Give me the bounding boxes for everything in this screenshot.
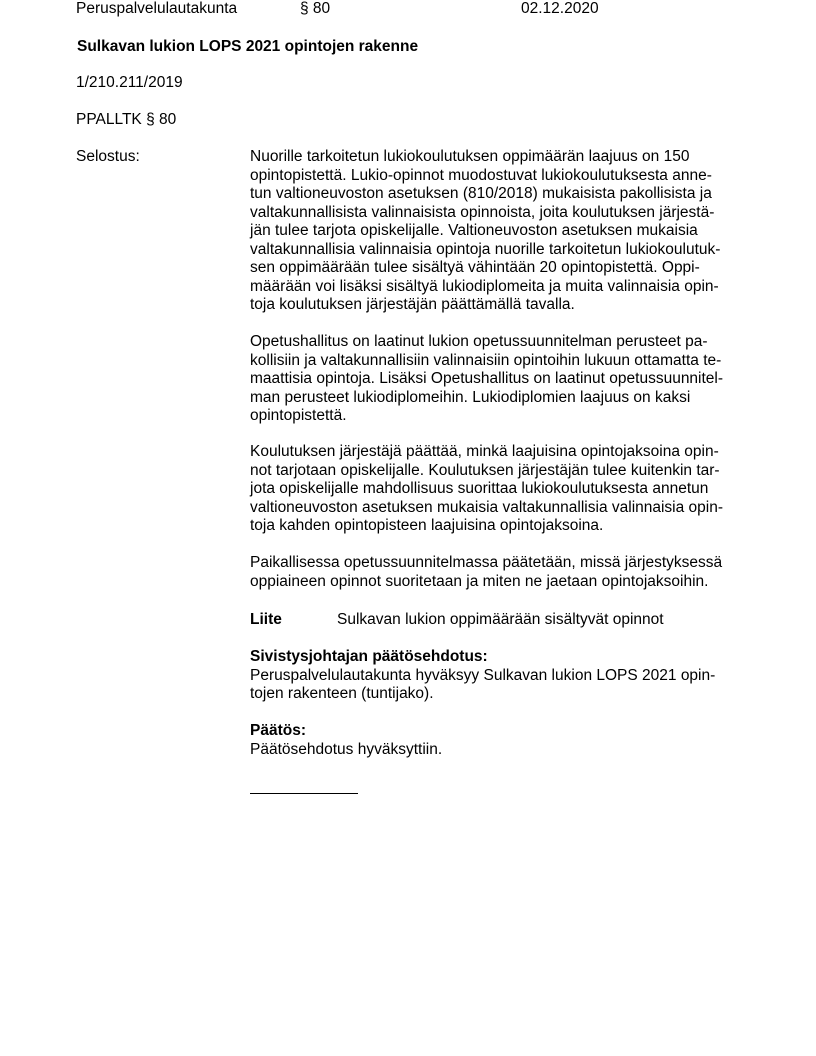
section-number: § 80 bbox=[300, 0, 331, 17]
paragraph-line: Koulutuksen järjestäjä päättää, minkä laajuisina opintojaksoina opin- bbox=[250, 443, 719, 460]
paragraph-line: valtioneuvoston asetuksen mukaisia valtakunnallisia valinnaisia opin- bbox=[250, 498, 724, 516]
paragraph-line: kollisiin ja valtakunnallisiin valinnaisiin opintoihin lukuun ottamatta te- bbox=[250, 351, 722, 369]
document-title: Sulkavan lukion LOPS 2021 opintojen rakenne bbox=[77, 38, 419, 55]
decision-heading: Päätös: bbox=[250, 722, 306, 739]
reference: PPALLTK § 80 bbox=[76, 111, 177, 128]
paragraph-line: tun valtioneuvoston asetuksen (810/2018) mukaisista pakollisista ja bbox=[250, 185, 712, 202]
paragraph-line: toja koulutuksen järjestäjän päättämällä tavalla. bbox=[250, 296, 575, 313]
attachment-text: Sulkavan lukion oppimäärään sisältyvät opinnot bbox=[337, 611, 664, 628]
paragraph-line: not tarjotaan opiskelijalle. Koulutuksen järjestäjän tulee kuitenkin tar- bbox=[250, 461, 720, 479]
paragraph-2 bbox=[250, 333, 750, 426]
paragraph-line: maattisia opintoja. Lisäksi Opetushallitus on laatinut opetussuunnitel- bbox=[250, 370, 724, 387]
decision-text: Päätösehdotus hyväksyttiin. bbox=[250, 740, 443, 758]
paragraph-line: määrään voi lisäksi sisältyä lukiodiplomeita ja muita valinnaisia opin- bbox=[250, 277, 719, 295]
proposal-heading: Sivistysjohtajan päätösehdotus: bbox=[250, 648, 488, 665]
paragraph-line: Paikallisessa opetussuunnitelmassa päätetään, missä järjestyksessä bbox=[250, 554, 723, 571]
paragraph-line: valtakunnallisista valinnaisista opinnoista, joita koulutuksen järjestä- bbox=[250, 203, 715, 221]
diary-number: 1/210.211/2019 bbox=[76, 74, 183, 91]
paragraph-line: valtakunnallisia valinnaisia opintoja nuorille tarkoitetun lukiokoulutuk- bbox=[250, 240, 721, 258]
meeting-date: 02.12.2020 bbox=[521, 0, 599, 17]
proposal-line: tojen rakenteen (tuntijako). bbox=[250, 685, 434, 702]
proposal-line: Peruspalvelulautakunta hyväksyy Sulkavan lukion LOPS 2021 opin- bbox=[250, 666, 716, 684]
paragraph-line: sen oppimäärään tulee sisältyä vähintään 20 opintopistettä. Oppi- bbox=[250, 259, 700, 276]
proposal-section bbox=[250, 648, 750, 704]
paragraph-line: oppiaineen opinnot suoritetaan ja miten ne jaetaan opintojaksoihin. bbox=[250, 572, 709, 590]
selostus-label: Selostus: bbox=[76, 148, 140, 165]
attachment-label: Liite bbox=[250, 611, 282, 628]
paragraph-line: jän tulee tarjota opiskelijalle. Valtioneuvoston asetuksen mukaisia bbox=[250, 222, 698, 239]
paragraph-line: opintopistettä. Lukio-opinnot muodostuvat lukiokoulutuksesta anne- bbox=[250, 166, 712, 184]
paragraph-line: opintopistettä. bbox=[250, 407, 347, 424]
paragraph-line: man perusteet lukiodiplomeihin. Lukiodiplomien laajuus on kaksi bbox=[250, 388, 691, 406]
paragraph-3 bbox=[250, 443, 750, 536]
paragraph-line: Nuorille tarkoitetun lukiokoulutuksen oppimäärän laajuus on 150 bbox=[250, 148, 690, 165]
paragraph-line: toja kahden opintopisteen laajuisina opintojaksoina. bbox=[250, 517, 604, 534]
paragraph-1 bbox=[250, 148, 750, 315]
signature-line bbox=[250, 793, 358, 794]
committee-name: Peruspalvelulautakunta bbox=[76, 0, 238, 17]
paragraph-line: jota opiskelijalle mahdollisuus suorittaa lukiokoulutuksesta annetun bbox=[250, 480, 709, 497]
paragraph-4 bbox=[250, 554, 750, 591]
paragraph-line: Opetushallitus on laatinut lukion opetussuunnitelman perusteet pa- bbox=[250, 333, 708, 350]
decision-section bbox=[250, 722, 750, 759]
